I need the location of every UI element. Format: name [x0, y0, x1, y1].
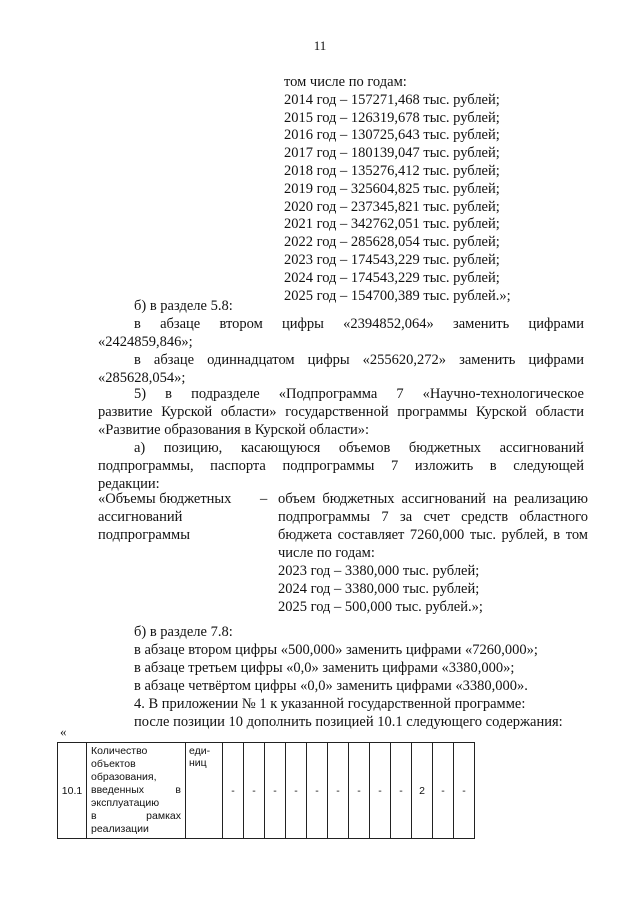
subprogram-line3: «Развитие образования в Курской области»:	[98, 422, 370, 438]
passport-right-3: бюджета составляет 7260,000 тыс. рублей, в том	[278, 527, 588, 543]
section-7-8-line4: 4. В приложении № 1 к указанной государственной программе:	[134, 696, 526, 712]
table-row	[58, 743, 475, 839]
value-cell: -	[223, 743, 244, 839]
section-5-8-line1: в абзаце втором цифры «2394852,064» заменить цифрами	[134, 316, 584, 332]
value-cell: -	[328, 743, 349, 839]
value-cell: 2	[412, 743, 433, 839]
year-line: 2018 год – 135276,412 тыс. рублей;	[284, 162, 500, 179]
value-cell: -	[391, 743, 412, 839]
value-cell: -	[454, 743, 475, 839]
passport-right-2: подпрограммы 7 за счет средств областного	[278, 509, 588, 525]
value-cell: -	[349, 743, 370, 839]
open-quote: «	[60, 724, 67, 739]
section-5-8-line2b: «285628,054»;	[98, 370, 186, 386]
row-number: 10.1	[58, 743, 87, 839]
passport-left-2: ассигнований	[98, 509, 183, 525]
name-line: образования,	[91, 771, 157, 783]
passport-right-1: объем бюджетных ассигнований на реализацию	[278, 491, 588, 507]
subprogram-line2: развитие Курской области» государственной программы Курской области	[98, 404, 584, 420]
name-line: в рамках	[91, 810, 181, 822]
subprogram-line5: подпрограммы, паспорта подпрограммы 7 изложить в следующей	[98, 458, 584, 474]
name-line: объектов	[91, 758, 136, 770]
unit-line: еди-	[189, 745, 211, 757]
passport-left-3: подпрограммы	[98, 527, 190, 543]
value-cell: -	[307, 743, 328, 839]
subprogram-line6: редакции:	[98, 476, 160, 492]
year-line: 2020 год – 237345,821 тыс. рублей;	[284, 198, 500, 215]
value-cell: -	[286, 743, 307, 839]
row-name	[87, 743, 186, 839]
name-line: реализации	[91, 823, 149, 835]
name-line: эксплуатацию	[91, 797, 160, 809]
passport-dash: –	[260, 491, 268, 507]
value-cell: -	[370, 743, 391, 839]
year-line: 2019 год – 325604,825 тыс. рублей;	[284, 180, 500, 197]
row-unit	[186, 743, 223, 839]
section-5-8-line1b: «2424859,846»;	[98, 334, 193, 350]
year-line: 2017 год – 180139,047 тыс. рублей;	[284, 145, 500, 162]
section-7-8-lines	[134, 641, 563, 731]
section-5-8-heading: б) в разделе 5.8:	[134, 298, 233, 314]
position-table	[57, 742, 475, 839]
passport-years-2: 2024 год – 3380,000 тыс. рублей;	[278, 581, 480, 597]
section-7-8-line5: после позиции 10 дополнить позицией 10.1 следующего содержания:	[134, 714, 563, 730]
name-line: введенных в	[91, 784, 181, 796]
year-line: 2024 год – 174543,229 тыс. рублей;	[284, 269, 500, 286]
year-line: 2023 год – 174543,229 тыс. рублей;	[284, 251, 500, 268]
passport-left	[98, 490, 231, 544]
section-7-8-line1: в абзаце втором цифры «500,000» заменить цифрами «7260,000»;	[134, 642, 538, 658]
intro-line: том числе по годам:	[284, 74, 407, 90]
year-line: 2016 год – 130725,643 тыс. рублей;	[284, 127, 500, 144]
page-number: 11	[313, 38, 327, 53]
passport-years-1: 2023 год – 3380,000 тыс. рублей;	[278, 563, 480, 579]
years-block-1	[284, 74, 511, 305]
value-cell: -	[433, 743, 454, 839]
section-7-8-line2: в абзаце третьем цифры «0,0» заменить цифрами «3380,000»;	[134, 660, 515, 676]
passport-right-4: числе по годам:	[278, 545, 375, 561]
year-line: 2014 год – 157271,468 тыс. рублей;	[284, 91, 500, 108]
year-line: 2015 год – 126319,678 тыс. рублей;	[284, 109, 500, 126]
year-line: 2021 год – 342762,051 тыс. рублей;	[284, 216, 500, 233]
value-cell: -	[244, 743, 265, 839]
name-line: Количество	[91, 745, 148, 757]
year-line: 2022 год – 285628,054 тыс. рублей;	[284, 234, 500, 251]
section-7-8-line3: в абзаце четвёртом цифры «0,0» заменить цифрами «3380,000».	[134, 678, 528, 694]
year-line: 2025 год – 154700,389 тыс. рублей.»;	[284, 287, 511, 304]
section-5-8-line2: в абзаце одиннадцатом цифры «255620,272» заменить цифрами	[134, 352, 584, 368]
section-7-8-heading: б) в разделе 7.8:	[134, 624, 233, 640]
subprogram-line4: а) позицию, касающуюся объемов бюджетных ассигнований	[134, 440, 584, 456]
value-cell: -	[265, 743, 286, 839]
unit-line: ниц	[189, 757, 207, 769]
subprogram-line1: 5) в подразделе «Подпрограмма 7 «Научно-технологическое	[134, 386, 584, 402]
passport-right	[278, 490, 588, 616]
passport-left-1: «Объемы бюджетных	[98, 491, 232, 507]
passport-years-3: 2025 год – 500,000 тыс. рублей.»;	[278, 599, 483, 615]
